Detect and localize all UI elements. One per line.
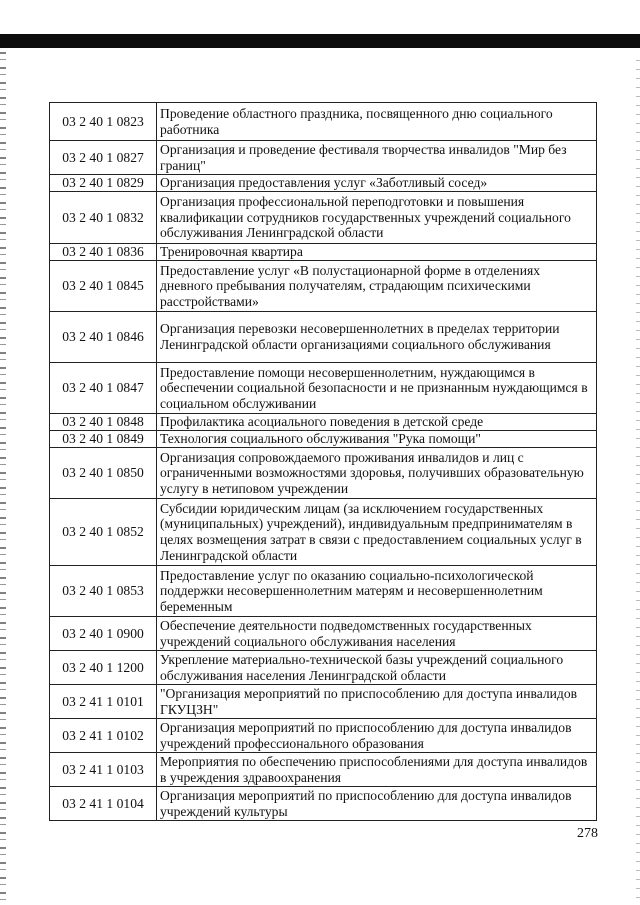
scan-top-border [0, 34, 640, 48]
table-row [50, 141, 597, 175]
table-row [50, 651, 597, 685]
code-cell: 03 2 40 1 0847 [50, 363, 157, 414]
scan-left-edge [0, 52, 6, 905]
description-cell: Мероприятия по обеспечению приспособлениями для доступа инвалидов в учреждения здравоохранения [157, 753, 597, 787]
table-row [50, 175, 597, 192]
description-cell: Организация мероприятий по приспособлению для доступа инвалидов учреждений культуры [157, 787, 597, 821]
table-row [50, 617, 597, 651]
budget-codes-table [49, 102, 597, 821]
code-cell: 03 2 40 1 0848 [50, 414, 157, 431]
table-row [50, 499, 597, 566]
code-cell: 03 2 40 1 0827 [50, 141, 157, 175]
code-cell: 03 2 40 1 0845 [50, 261, 157, 312]
description-cell: Предоставление услуг по оказанию социально-психологической поддержки несовершеннолетним матерям и несовершеннолетним беременным [157, 566, 597, 617]
code-cell: 03 2 40 1 1200 [50, 651, 157, 685]
description-cell: Организация перевозки несовершеннолетних в пределах территории Ленинградской области организациями социального обслуживания [157, 312, 597, 363]
description-cell: Технология социального обслуживания "Рука помощи" [157, 431, 597, 448]
code-cell: 03 2 40 1 0900 [50, 617, 157, 651]
code-cell: 03 2 40 1 0823 [50, 103, 157, 141]
description-cell: Субсидии юридическим лицам (за исключением государственных (муниципальных) учреждений), индивидуальным предпринимателям в целях возмещения затрат в связи с предоставлением социальных услуг в Ленинградской области [157, 499, 597, 566]
table-row [50, 103, 597, 141]
code-cell: 03 2 40 1 0829 [50, 175, 157, 192]
table-row [50, 566, 597, 617]
code-cell: 03 2 40 1 0852 [50, 499, 157, 566]
table-row [50, 431, 597, 448]
code-cell: 03 2 40 1 0832 [50, 192, 157, 244]
description-cell: Организация сопровождаемого проживания инвалидов и лиц с ограниченными возможностями здоровья, получивших образовательную услугу в нетиповом учреждении [157, 448, 597, 499]
table-row [50, 719, 597, 753]
table-row [50, 312, 597, 363]
description-cell: Организация профессиональной переподготовки и повышения квалификации сотрудников государственных учреждений социального обслуживания Ленинградской области [157, 192, 597, 244]
table-row [50, 753, 597, 787]
description-cell: Организация предоставления услуг «Заботливый сосед» [157, 175, 597, 192]
description-cell: Организация мероприятий по приспособлению для доступа инвалидов учреждений профессионального образования [157, 719, 597, 753]
table-row [50, 363, 597, 414]
code-cell: 03 2 40 1 0836 [50, 244, 157, 261]
code-cell: 03 2 40 1 0850 [50, 448, 157, 499]
table-row [50, 685, 597, 719]
page-number: 278 [577, 826, 598, 841]
code-cell: 03 2 40 1 0849 [50, 431, 157, 448]
code-cell: 03 2 41 1 0104 [50, 787, 157, 821]
description-cell: Предоставление услуг «В полустационарной форме в отделениях дневного пребывания получателям, страдающим психическими расстройствами» [157, 261, 597, 312]
description-cell: "Организация мероприятий по приспособлению для доступа инвалидов ГКУЦЗН" [157, 685, 597, 719]
description-cell: Профилактика асоциального поведения в детской среде [157, 414, 597, 431]
code-cell: 03 2 41 1 0102 [50, 719, 157, 753]
scan-right-edge [636, 60, 640, 905]
table-row [50, 448, 597, 499]
code-cell: 03 2 41 1 0103 [50, 753, 157, 787]
table-row [50, 787, 597, 821]
description-cell: Организация и проведение фестиваля творчества инвалидов "Мир без границ" [157, 141, 597, 175]
table-row [50, 414, 597, 431]
description-cell: Обеспечение деятельности подведомственных государственных учреждений социального обслуживания населения [157, 617, 597, 651]
description-cell: Укрепление материально-технической базы учреждений социального обслуживания населения Ленинградской области [157, 651, 597, 685]
code-cell: 03 2 40 1 0846 [50, 312, 157, 363]
code-cell: 03 2 40 1 0853 [50, 566, 157, 617]
table-row [50, 261, 597, 312]
table-row [50, 244, 597, 261]
description-cell: Тренировочная квартира [157, 244, 597, 261]
table-row [50, 192, 597, 244]
description-cell: Предоставление помощи несовершеннолетним, нуждающимся в обеспечении социальной безопасности и не признанным нуждающимся в социальном обслуживании [157, 363, 597, 414]
code-cell: 03 2 41 1 0101 [50, 685, 157, 719]
description-cell: Проведение областного праздника, посвященного дню социального работника [157, 103, 597, 141]
